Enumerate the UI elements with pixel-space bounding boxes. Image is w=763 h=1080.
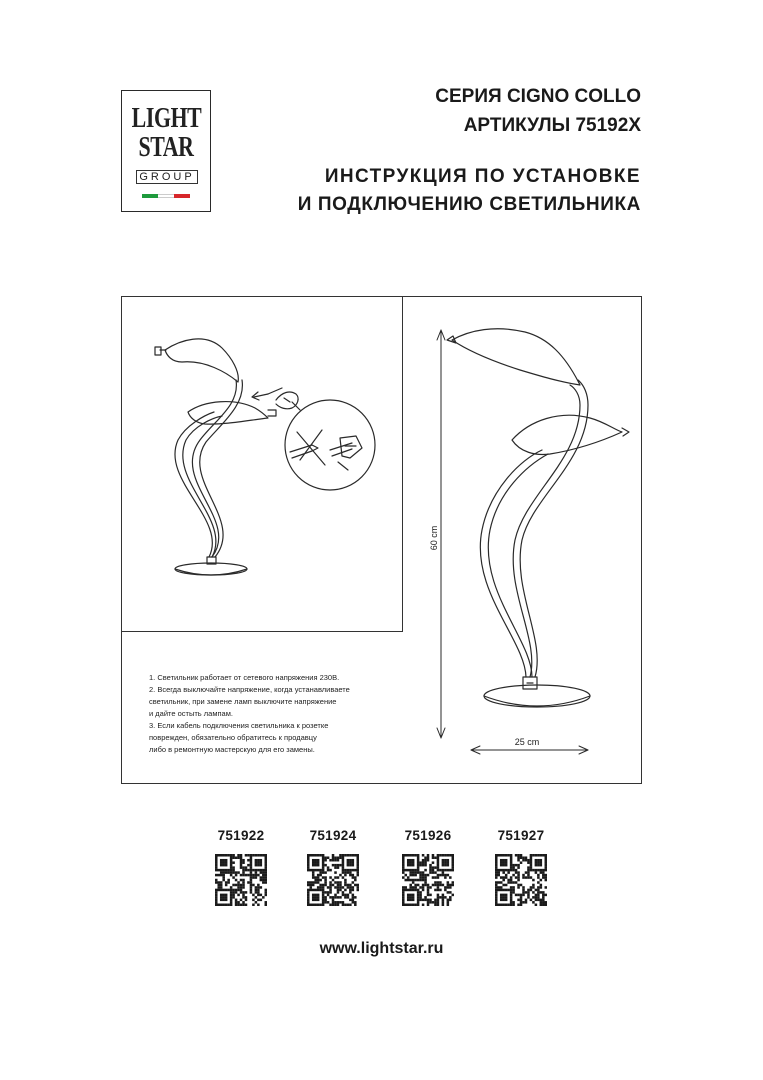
logo-text-light: LIGHT: [131, 103, 202, 134]
website-link[interactable]: www.lightstar.ru: [319, 940, 444, 957]
article-code: 751926: [404, 828, 452, 843]
large-lamp-drawing: [447, 329, 629, 707]
logo-text-group: GROUP: [136, 170, 198, 184]
note-line: и дайте остыть лампам.: [149, 709, 233, 718]
qr-code-icon[interactable]: [307, 854, 359, 906]
articles-title: АРТИКУЛЫ 75192X: [463, 115, 641, 136]
qr-code-icon[interactable]: [215, 854, 267, 906]
code-item-751927: [486, 828, 556, 906]
dimension-lines: [437, 330, 588, 754]
note-line: либо в ремонтную мастерскую для его замены.: [149, 745, 315, 754]
article-code: 751922: [217, 828, 265, 843]
height-dimension-label: 60 cm: [429, 525, 439, 551]
note-line: 1. Светильник работает от сетевого напряжения 230В.: [149, 673, 340, 682]
note-line: светильник, при замене ламп выключите напряжение: [149, 697, 337, 706]
qr-code-icon[interactable]: [402, 854, 454, 906]
series-title: СЕРИЯ CIGNO COLLO: [435, 86, 641, 107]
small-lamp-drawing: [155, 339, 375, 575]
qr-code-icon[interactable]: [495, 854, 547, 906]
logo-text-star: STAR: [138, 132, 194, 163]
code-item-751922: [206, 828, 276, 906]
article-code: 751924: [309, 828, 357, 843]
code-item-751924: [298, 828, 368, 906]
note-line: поврежден, обязательно обратитесь к продавцу: [149, 733, 317, 742]
instruction-title-line1: ИНСТРУКЦИЯ ПО УСТАНОВКЕ: [324, 166, 641, 187]
instruction-title-line2: И ПОДКЛЮЧЕНИЮ СВЕТИЛЬНИКА: [297, 194, 641, 215]
note-line: 3. Если кабель подключения светильника к розетке: [149, 721, 329, 730]
note-line: 2. Всегда выключайте напряжение, когда устанавливаете: [149, 685, 350, 694]
code-item-751926: [393, 828, 463, 906]
article-code: 751927: [497, 828, 545, 843]
safety-notes: [149, 672, 399, 756]
width-dimension-label: 25 cm: [514, 737, 540, 747]
